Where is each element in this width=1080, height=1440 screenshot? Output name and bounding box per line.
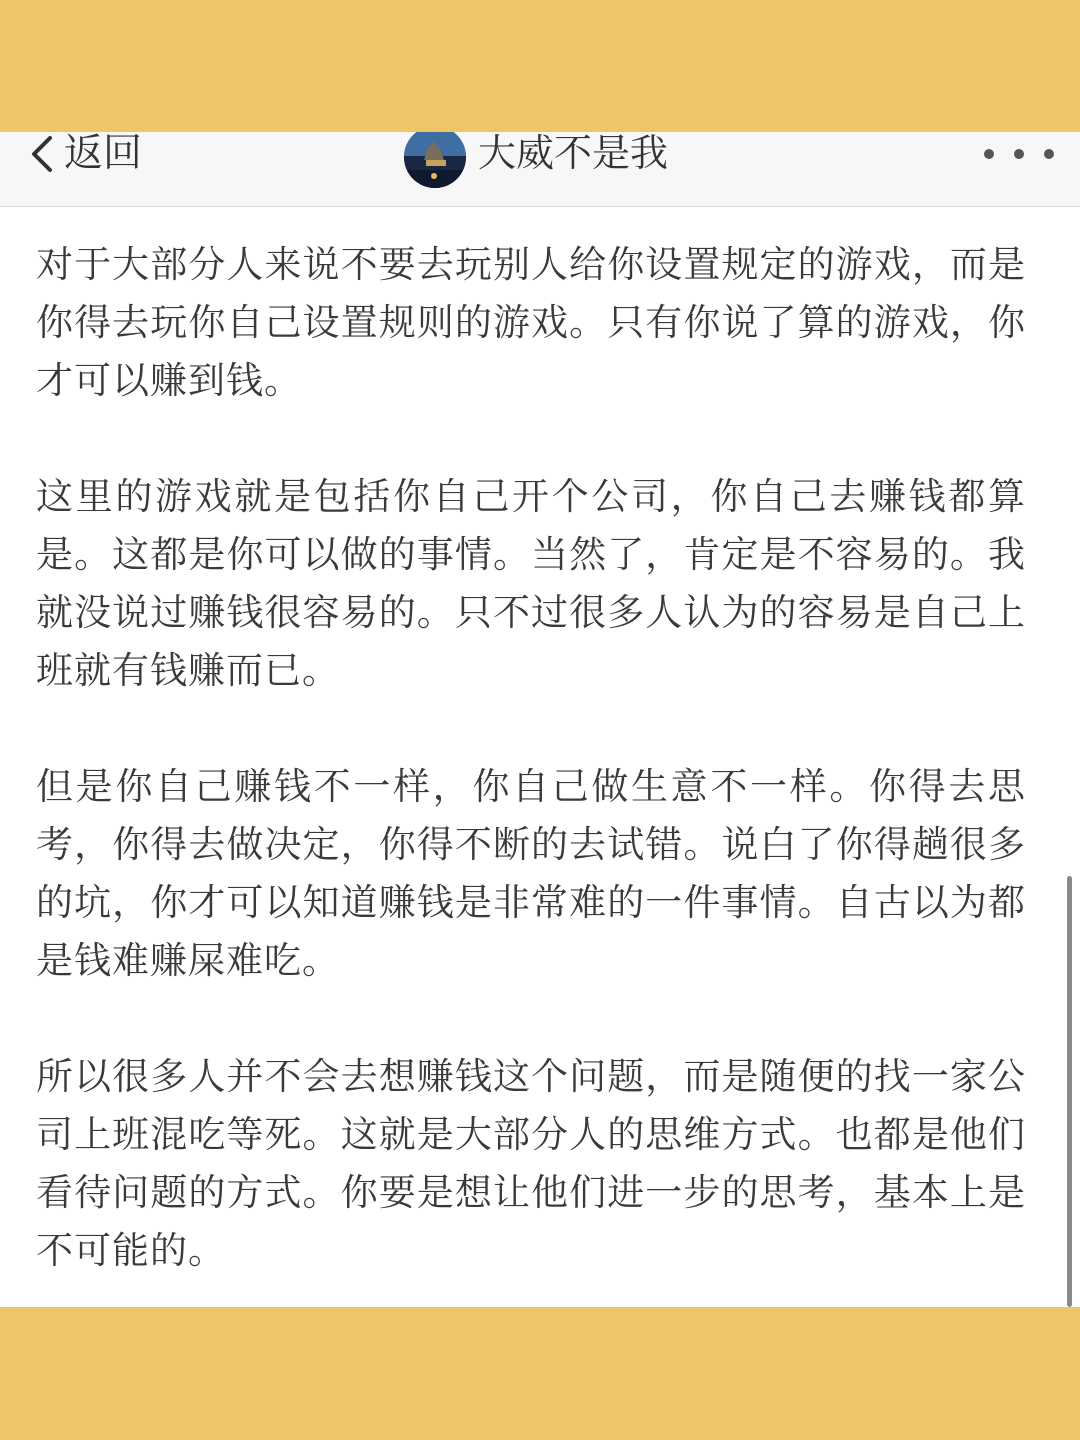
paragraph-2: 这里的游戏就是包括你自己开个公司，你自己去赚钱都算是。这都是你可以做的事情。当然了，肯定是不容易的。我就没说过赚钱很容易的。只不过很多人认为的容易是自己上班就有钱赚而已。	[36, 475, 1026, 692]
more-dot-icon	[1014, 149, 1024, 159]
bottom-frame-band	[0, 1307, 1080, 1440]
author-name: 大威不是我	[478, 132, 669, 175]
paragraph-3: 但是你自己赚钱不一样，你自己做生意不一样。你得去思考，你得去做决定，你得不断的去试错。说白了你得趟很多的坑，你才可以知道赚钱是非常难的一件事情。自古以为都是钱难赚屎难吃。	[36, 765, 1026, 982]
phone-screen	[0, 132, 1080, 1307]
back-label: 返回	[64, 132, 143, 176]
vertical-scrollbar[interactable]	[1067, 876, 1072, 1307]
avatar-image	[404, 132, 466, 188]
paragraph-4: 所以很多人并不会去想赚钱这个问题，而是随便的找一家公司上班混吃等死。这就是大部分人的思维方式。也都是他们看待问题的方式。你要是想让他们进一步的思考，基本上是不可能的。	[36, 1055, 1026, 1272]
author-info[interactable]	[404, 132, 668, 188]
chevron-left-icon	[26, 132, 62, 176]
top-navigation-bar	[0, 132, 1080, 207]
more-options-button[interactable]	[984, 142, 1054, 166]
avatar[interactable]	[404, 132, 466, 188]
top-frame-band	[0, 0, 1080, 132]
back-button[interactable]	[26, 132, 142, 176]
paragraph-1: 对于大部分人来说不要去玩别人给你设置规定的游戏，而是你得去玩你自己设置规则的游戏。只有你说了算的游戏，你才可以赚到钱。	[36, 243, 1026, 402]
more-dot-icon	[984, 149, 994, 159]
post-content	[36, 236, 1026, 1307]
more-dot-icon	[1044, 149, 1054, 159]
